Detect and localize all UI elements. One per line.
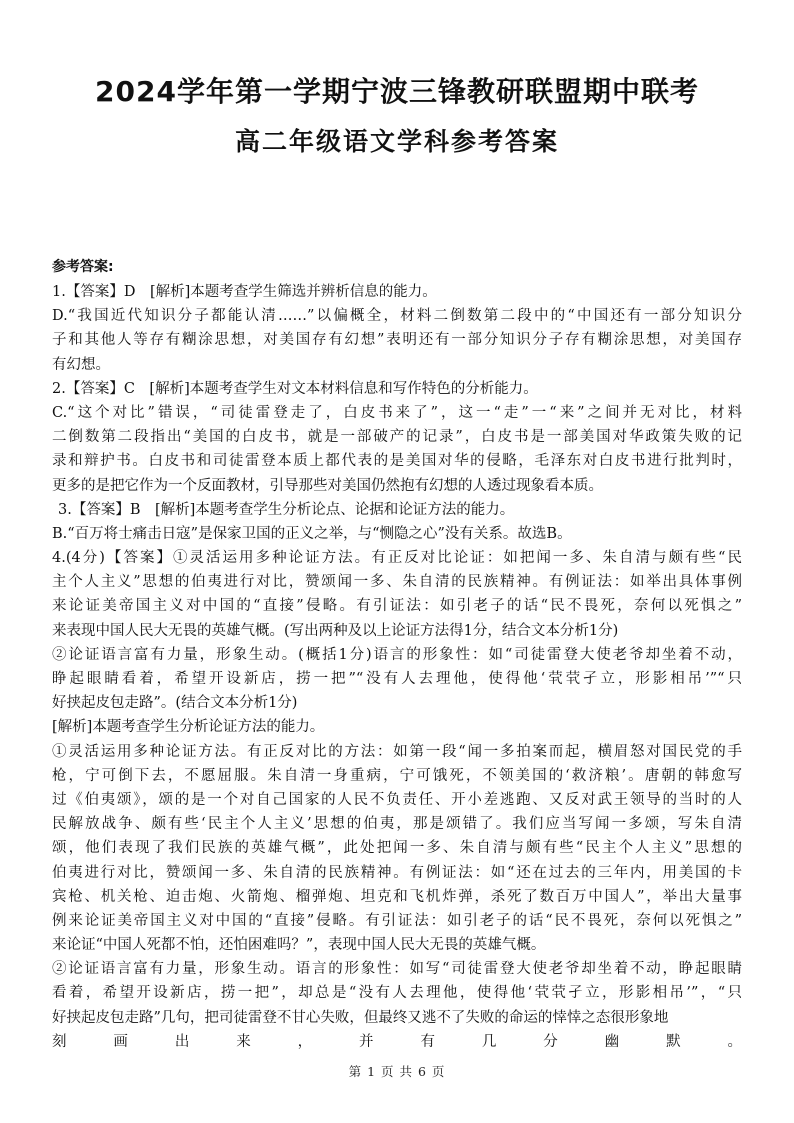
text-line: ②论证语言富有力量，形象生动。语言的形象性：如写“司徒雷登大使老爷却坐着不动，睁起眼睛 <box>52 961 742 978</box>
text-line: 来论证“中国人死都不怕，还怕困难吗？”，表现中国人民大无畏的英雄气概。 <box>52 937 546 954</box>
text-line: 来论证美帝国主义对中国的“直接”侵略。有引证法：如引老子的话“民不畏死，奈何以死惧之” <box>52 598 742 615</box>
text-line: 1.【答案】D [解析]本题考查学生筛选并辨析信息的能力。 <box>52 284 437 300</box>
text-line: 来表现中国人民大无畏的英雄气概。(写出两种及以上论证方法得1分，结合文本分析1分) <box>52 622 619 639</box>
text-line: 睁起眼睛看着，希望开设新店，捞一把”“没有人去理他，使得他‘茕茕孑立，形影相吊’”“只 <box>52 671 742 687</box>
text-line: 刻画出来，并有几分幽默。 <box>52 1033 742 1050</box>
answer-body <box>52 280 742 1054</box>
text-line: 二倒数第二段指出“美国的白皮书，就是一部破产的记录”，白皮书是一部美国对华政策失败的记 <box>52 429 742 446</box>
text-line: 宾枪、机关枪、迫击炮、火箭炮、榴弹炮、坦克和飞机炸弹，杀死了数百万中国人”，举出大量事 <box>52 888 742 905</box>
document-title: 2024学年第一学期宁波三锋教研联盟期中联考 <box>95 75 699 108</box>
text-line: [解析]本题考查学生分析论证方法的能力。 <box>52 719 325 736</box>
text-line: D.“我国近代知识分子都能认清……”以偏概全，材料二倒数第二段中的“中国还有一部分知识分 <box>52 308 742 325</box>
answers-section-label: 参考答案: <box>52 259 114 275</box>
page-number: 第 1 页 共 6 页 <box>348 1064 446 1079</box>
text-line: 录和辩护书。白皮书和司徒雷登本质上都代表的是美国对华的侵略，毛泽东对白皮书进行批判时， <box>52 453 742 470</box>
text-line: 4.(4分)【答案】①灵活运用多种论证方法。有正反对比论证：如把闻一多、朱自清与颇有些“民 <box>52 550 742 567</box>
text-line: ②论证语言富有力量，形象生动。(概括1分)语言的形象性：如“司徒雷登大使老爷却坐着不动， <box>52 646 742 663</box>
text-line: 2.【答案】C [解析]本题考查学生对文本材料信息和写作特色的分析能力。 <box>52 380 538 397</box>
text-line: 有幻想。 <box>52 356 110 373</box>
text-line: 子和其他人等存有糊涂思想，对美国存有幻想”表明还有一部分知识分子存有糊涂思想，对美国存 <box>52 332 742 349</box>
text-line: 3.【答案】B [解析]本题考查学生分析论点、论据和论证方法的能力。 <box>58 501 515 518</box>
text-line: 民解放战争、颇有些‘民主个人主义’思想的伯夷，那是颂错了。我们应当写闻一多颂，写朱自清 <box>52 816 742 833</box>
text-line: 主个人主义”思想的伯夷进行对比，赞颂闻一多、朱自清的民族精神。有例证法：如举出具体事例 <box>52 574 742 591</box>
text-line: C.“这个对比”错误，“司徒雷登走了，白皮书来了”，这一“走”一“来”之间并无对比，材料 <box>52 404 742 421</box>
text-line: 好挟起皮包走路”几句，把司徒雷登不甘心失败，但最终又逃不了失败的命运的悻悻之态很形象地 <box>52 1009 669 1026</box>
text-line: 颂，他们表现了我们民族的英雄气概”，此处把闻一多、朱自清与颇有些“民主个人主义”思想的 <box>52 840 742 857</box>
text-line: 枪，宁可倒下去，不愿屈服。朱自清一身重病，宁可饿死，不领美国的‘救济粮’。唐朝的韩愈写 <box>52 767 742 784</box>
text-line: B.“百万将士痛击日寇”是保家卫国的正义之举，与“恻隐之心”没有关系。故选B。 <box>52 525 572 542</box>
text-line: 更多的是把它作为一个反面教材，引导那些对美国仍然抱有幻想的人透过现象看本质。 <box>52 477 603 494</box>
text-line: 伯夷进行对比，赞颂闻一多、朱自清的民族精神。有例证法：如“还在过去的三年内，用美国的卡 <box>52 864 742 881</box>
text-line: 例来论证美帝国主义对中国的“直接”侵略。有引证法：如引老子的话“民不畏死，奈何以死惧之” <box>52 912 742 929</box>
text-line: 过《伯夷颂》，颂的是一个对自己国家的人民不负责任、开小差逃跑、又反对武王领导的当时的人 <box>52 791 742 808</box>
text-line: 好挟起皮包走路”。(结合文本分析1分) <box>52 695 298 712</box>
text-line: 看着，希望开设新店，捞一把”，却总是“没有人去理他，使得他‘茕茕孑立，形影相吊’”，“只 <box>52 985 742 1002</box>
document-subtitle: 高二年级语文学科参考答案 <box>234 127 559 156</box>
text-line: ①灵活运用多种论证方法。有正反对比的方法：如第一段“闻一多拍案而起，横眉怒对国民党的手 <box>52 743 742 760</box>
